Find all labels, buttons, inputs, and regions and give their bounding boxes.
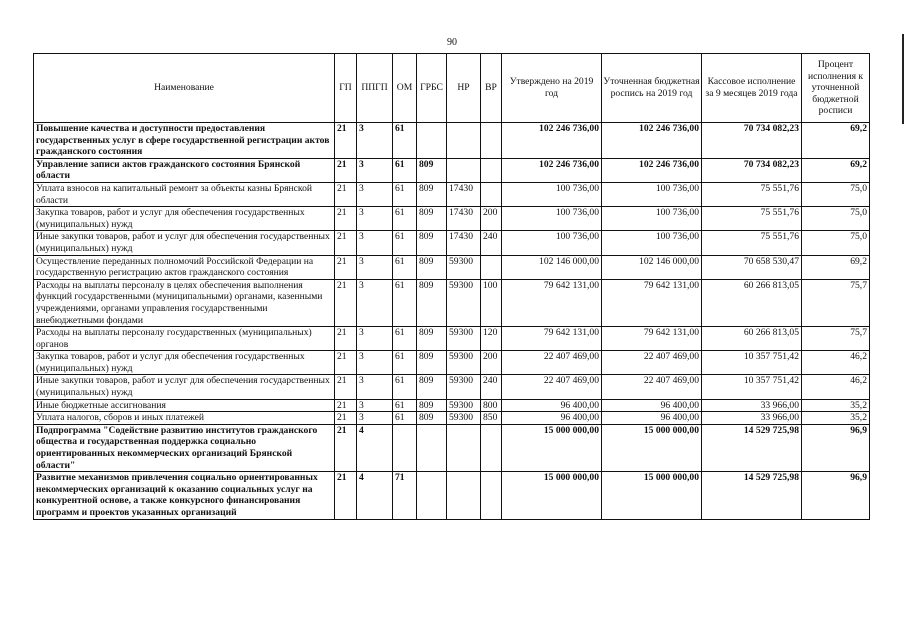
table-row bbox=[34, 279, 870, 326]
cell-vr: 120 bbox=[481, 327, 502, 351]
cell-cash: 10 357 751,42 bbox=[702, 375, 802, 399]
cell-gp: 21 bbox=[335, 255, 357, 279]
table-header-row bbox=[34, 54, 870, 123]
cell-np: 59300 bbox=[447, 255, 481, 279]
cell-name: Закупка товаров, работ и услуг для обеспечения государственных (муниципальных) нужд bbox=[34, 207, 335, 231]
cell-om: 61 bbox=[393, 399, 417, 412]
cell-approved: 79 642 131,00 bbox=[502, 279, 602, 326]
cell-grbs: 809 bbox=[417, 375, 447, 399]
page-number: 90 bbox=[447, 37, 457, 48]
cell-gp: 21 bbox=[335, 375, 357, 399]
cell-name: Закупка товаров, работ и услуг для обеспечения государственных (муниципальных) нужд bbox=[34, 351, 335, 375]
cell-vr: 850 bbox=[481, 412, 502, 425]
cell-om: 61 bbox=[393, 182, 417, 206]
header-name: Наименование bbox=[34, 54, 335, 123]
cell-cash: 14 529 725,98 bbox=[702, 424, 802, 471]
cell-refined: 100 736,00 bbox=[602, 231, 702, 255]
header-percent: Процент исполнения к уточненной бюджетной росписи bbox=[802, 54, 870, 123]
cell-vr bbox=[481, 472, 502, 519]
cell-name: Расходы на выплаты персоналу в целях обеспечения выполнения функций государственными (муниципальными) органами, казенными учреждениями, органами управления государственными внебюджетными фондами bbox=[34, 279, 335, 326]
cell-percent: 35,2 bbox=[802, 412, 870, 425]
cell-ppgp: 4 bbox=[357, 424, 393, 471]
cell-np: 17430 bbox=[447, 182, 481, 206]
cell-percent: 75,0 bbox=[802, 182, 870, 206]
cell-grbs: 809 bbox=[417, 231, 447, 255]
header-ppgp: ППГП bbox=[357, 54, 393, 123]
cell-ppgp: 3 bbox=[357, 412, 393, 425]
cell-np: 59300 bbox=[447, 351, 481, 375]
cell-om: 61 bbox=[393, 412, 417, 425]
cell-ppgp: 3 bbox=[357, 158, 393, 182]
cell-grbs: 809 bbox=[417, 255, 447, 279]
cell-gp: 21 bbox=[335, 327, 357, 351]
table-row bbox=[34, 123, 870, 159]
cell-refined: 102 246 736,00 bbox=[602, 123, 702, 159]
cell-name: Уплата взносов на капитальный ремонт за объекты казны Брянской области bbox=[34, 182, 335, 206]
cell-grbs: 809 bbox=[417, 207, 447, 231]
cell-om: 71 bbox=[393, 472, 417, 519]
table-row bbox=[34, 399, 870, 412]
cell-np: 17430 bbox=[447, 231, 481, 255]
cell-refined: 100 736,00 bbox=[602, 182, 702, 206]
cell-refined: 15 000 000,00 bbox=[602, 424, 702, 471]
table-row bbox=[34, 424, 870, 471]
cell-ppgp: 3 bbox=[357, 255, 393, 279]
cell-cash: 33 966,00 bbox=[702, 399, 802, 412]
cell-cash: 75 551,76 bbox=[702, 182, 802, 206]
cell-name: Расходы на выплаты персоналу государственных (муниципальных) органов bbox=[34, 327, 335, 351]
table-body bbox=[34, 123, 870, 520]
cell-ppgp: 3 bbox=[357, 279, 393, 326]
table-row bbox=[34, 231, 870, 255]
cell-vr: 240 bbox=[481, 375, 502, 399]
cell-vr bbox=[481, 182, 502, 206]
cell-percent: 69,2 bbox=[802, 123, 870, 159]
cell-cash: 70 734 082,23 bbox=[702, 158, 802, 182]
cell-cash: 70 658 530,47 bbox=[702, 255, 802, 279]
cell-cash: 10 357 751,42 bbox=[702, 351, 802, 375]
cell-refined: 96 400,00 bbox=[602, 412, 702, 425]
scan-edge-line bbox=[902, 34, 904, 124]
cell-name: Иные закупки товаров, работ и услуг для обеспечения государственных (муниципальных) нужд bbox=[34, 231, 335, 255]
cell-refined: 96 400,00 bbox=[602, 399, 702, 412]
cell-ppgp: 3 bbox=[357, 207, 393, 231]
table-row bbox=[34, 327, 870, 351]
cell-np: 59300 bbox=[447, 375, 481, 399]
cell-om: 61 bbox=[393, 207, 417, 231]
cell-vr bbox=[481, 424, 502, 471]
cell-np: 59300 bbox=[447, 399, 481, 412]
cell-approved: 79 642 131,00 bbox=[502, 327, 602, 351]
cell-refined: 102 246 736,00 bbox=[602, 158, 702, 182]
cell-refined: 22 407 469,00 bbox=[602, 351, 702, 375]
cell-vr bbox=[481, 255, 502, 279]
cell-om: 61 bbox=[393, 351, 417, 375]
cell-percent: 75,0 bbox=[802, 231, 870, 255]
table-row bbox=[34, 207, 870, 231]
cell-percent: 96,9 bbox=[802, 472, 870, 519]
cell-approved: 22 407 469,00 bbox=[502, 375, 602, 399]
cell-approved: 102 246 736,00 bbox=[502, 158, 602, 182]
cell-approved: 15 000 000,00 bbox=[502, 424, 602, 471]
cell-cash: 75 551,76 bbox=[702, 231, 802, 255]
cell-name: Повышение качества и доступности предоставления государственных услуг в сфере государственной регистрации актов гражданского состояния bbox=[34, 123, 335, 159]
cell-np bbox=[447, 472, 481, 519]
header-grbs: ГРБС bbox=[417, 54, 447, 123]
cell-gp: 21 bbox=[335, 182, 357, 206]
cell-gp: 21 bbox=[335, 207, 357, 231]
cell-vr: 200 bbox=[481, 351, 502, 375]
table-row bbox=[34, 412, 870, 425]
cell-percent: 46,2 bbox=[802, 375, 870, 399]
cell-grbs: 809 bbox=[417, 158, 447, 182]
cell-percent: 75,0 bbox=[802, 207, 870, 231]
cell-gp: 21 bbox=[335, 351, 357, 375]
cell-gp: 21 bbox=[335, 158, 357, 182]
cell-om: 61 bbox=[393, 279, 417, 326]
cell-vr bbox=[481, 158, 502, 182]
cell-name: Осуществление переданных полномочий Российской Федерации на государственную регистрацию актов гражданского состояния bbox=[34, 255, 335, 279]
cell-ppgp: 3 bbox=[357, 327, 393, 351]
cell-np bbox=[447, 424, 481, 471]
cell-refined: 15 000 000,00 bbox=[602, 472, 702, 519]
cell-name: Иные бюджетные ассигнования bbox=[34, 399, 335, 412]
header-np: НР bbox=[447, 54, 481, 123]
cell-percent: 35,2 bbox=[802, 399, 870, 412]
cell-vr: 240 bbox=[481, 231, 502, 255]
cell-grbs bbox=[417, 472, 447, 519]
cell-refined: 22 407 469,00 bbox=[602, 375, 702, 399]
table-row bbox=[34, 158, 870, 182]
cell-name: Управление записи актов гражданского состояния Брянской области bbox=[34, 158, 335, 182]
cell-percent: 46,2 bbox=[802, 351, 870, 375]
cell-cash: 70 734 082,23 bbox=[702, 123, 802, 159]
cell-gp: 21 bbox=[335, 472, 357, 519]
cell-gp: 21 bbox=[335, 231, 357, 255]
header-approved: Утверждено на 2019 год bbox=[502, 54, 602, 123]
table-row bbox=[34, 472, 870, 519]
cell-approved: 100 736,00 bbox=[502, 207, 602, 231]
cell-om: 61 bbox=[393, 255, 417, 279]
cell-grbs: 809 bbox=[417, 399, 447, 412]
cell-grbs: 809 bbox=[417, 279, 447, 326]
cell-approved: 100 736,00 bbox=[502, 182, 602, 206]
cell-np: 59300 bbox=[447, 412, 481, 425]
cell-grbs: 809 bbox=[417, 182, 447, 206]
cell-ppgp: 4 bbox=[357, 472, 393, 519]
cell-gp: 21 bbox=[335, 412, 357, 425]
table-row bbox=[34, 351, 870, 375]
cell-refined: 79 642 131,00 bbox=[602, 327, 702, 351]
cell-om: 61 bbox=[393, 231, 417, 255]
table-row bbox=[34, 375, 870, 399]
cell-om bbox=[393, 424, 417, 471]
cell-approved: 22 407 469,00 bbox=[502, 351, 602, 375]
cell-vr bbox=[481, 123, 502, 159]
cell-percent: 69,2 bbox=[802, 255, 870, 279]
header-om: ОМ bbox=[393, 54, 417, 123]
header-vr: ВР bbox=[481, 54, 502, 123]
cell-grbs: 809 bbox=[417, 412, 447, 425]
cell-om: 61 bbox=[393, 123, 417, 159]
budget-execution-table bbox=[33, 53, 870, 520]
cell-percent: 75,7 bbox=[802, 327, 870, 351]
header-cash: Кассовое исполнение за 9 месяцев 2019 года bbox=[702, 54, 802, 123]
cell-om: 61 bbox=[393, 158, 417, 182]
cell-ppgp: 3 bbox=[357, 375, 393, 399]
cell-cash: 60 266 813,05 bbox=[702, 327, 802, 351]
cell-name: Иные закупки товаров, работ и услуг для обеспечения государственных (муниципальных) нужд bbox=[34, 375, 335, 399]
cell-np: 59300 bbox=[447, 327, 481, 351]
cell-approved: 102 146 000,00 bbox=[502, 255, 602, 279]
cell-gp: 21 bbox=[335, 279, 357, 326]
cell-approved: 100 736,00 bbox=[502, 231, 602, 255]
cell-om: 61 bbox=[393, 375, 417, 399]
cell-np bbox=[447, 123, 481, 159]
cell-grbs bbox=[417, 123, 447, 159]
cell-grbs: 809 bbox=[417, 327, 447, 351]
cell-gp: 21 bbox=[335, 123, 357, 159]
cell-refined: 79 642 131,00 bbox=[602, 279, 702, 326]
cell-ppgp: 3 bbox=[357, 182, 393, 206]
cell-ppgp: 3 bbox=[357, 231, 393, 255]
table-row bbox=[34, 182, 870, 206]
cell-vr: 800 bbox=[481, 399, 502, 412]
cell-percent: 96,9 bbox=[802, 424, 870, 471]
cell-approved: 96 400,00 bbox=[502, 399, 602, 412]
cell-cash: 75 551,76 bbox=[702, 207, 802, 231]
table-row bbox=[34, 255, 870, 279]
cell-cash: 33 966,00 bbox=[702, 412, 802, 425]
cell-name: Подпрограмма "Содействие развитию институтов гражданского общества и государственная поддержка социально ориентированных некоммерческих организаций Брянской области" bbox=[34, 424, 335, 471]
cell-grbs: 809 bbox=[417, 351, 447, 375]
cell-vr: 200 bbox=[481, 207, 502, 231]
cell-np bbox=[447, 158, 481, 182]
cell-refined: 102 146 000,00 bbox=[602, 255, 702, 279]
header-refined: Уточненная бюджетная роспись на 2019 год bbox=[602, 54, 702, 123]
cell-grbs bbox=[417, 424, 447, 471]
cell-refined: 100 736,00 bbox=[602, 207, 702, 231]
cell-om: 61 bbox=[393, 327, 417, 351]
cell-cash: 14 529 725,98 bbox=[702, 472, 802, 519]
cell-ppgp: 3 bbox=[357, 399, 393, 412]
cell-gp: 21 bbox=[335, 424, 357, 471]
header-gp: ГП bbox=[335, 54, 357, 123]
cell-ppgp: 3 bbox=[357, 351, 393, 375]
cell-name: Развитие механизмов привлечения социально ориентированных некоммерческих организаций к оказанию социальных услуг на конкурентной основе, а также конкурсного финансирования программ и проектов указанных организаций bbox=[34, 472, 335, 519]
cell-ppgp: 3 bbox=[357, 123, 393, 159]
cell-np: 17430 bbox=[447, 207, 481, 231]
cell-percent: 69,2 bbox=[802, 158, 870, 182]
cell-np: 59300 bbox=[447, 279, 481, 326]
cell-percent: 75,7 bbox=[802, 279, 870, 326]
cell-gp: 21 bbox=[335, 399, 357, 412]
cell-approved: 102 246 736,00 bbox=[502, 123, 602, 159]
cell-vr: 100 bbox=[481, 279, 502, 326]
cell-approved: 15 000 000,00 bbox=[502, 472, 602, 519]
cell-approved: 96 400,00 bbox=[502, 412, 602, 425]
cell-cash: 60 266 813,05 bbox=[702, 279, 802, 326]
cell-name: Уплата налогов, сборов и иных платежей bbox=[34, 412, 335, 425]
